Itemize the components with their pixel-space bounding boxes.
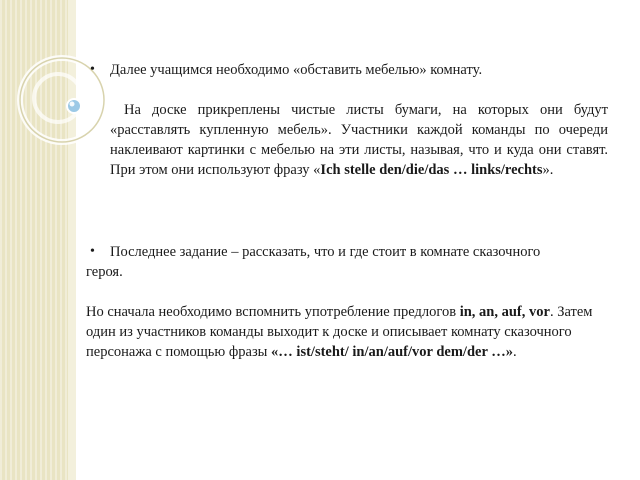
paragraph-text: На доске прикреплены чистые листы бумаги, на которых они будут «расставлять купленную мебель». Участники каждой команды по очереди наклеивают картинки с мебелью на эти листы, называя, что и куда они ставят. При этом они используют фразу « bbox=[110, 102, 608, 178]
bullet-icon: • bbox=[90, 62, 95, 77]
prepositions-list: in, an, auf, vor bbox=[459, 304, 550, 320]
paragraph-prepositions bbox=[86, 302, 608, 362]
bullet-icon: • bbox=[90, 244, 95, 259]
german-phrase: Ich stelle den/die/das … links/rechts bbox=[320, 162, 543, 178]
bullet-item-1 bbox=[88, 60, 608, 80]
bullet-text: Последнее задание – рассказать, что и где стоит в комнате сказочного bbox=[110, 244, 541, 260]
bullet-text: Далее учащимся необходимо «обставить мебелью» комнату. bbox=[110, 62, 483, 78]
bubble-highlight bbox=[70, 102, 75, 107]
slide-content bbox=[88, 60, 608, 362]
german-phrase: «… ist/steht/ in/an/auf/vor dem/der …» bbox=[271, 344, 513, 360]
paragraph-text: Но сначала необходимо вспомнить употребление предлогов bbox=[86, 304, 460, 320]
paragraph-end: . bbox=[513, 344, 517, 360]
bullet-item-2 bbox=[88, 242, 608, 262]
bubble-icon bbox=[67, 99, 81, 113]
bullet-text-continued: героя. bbox=[86, 264, 123, 280]
paragraph-furniture bbox=[88, 100, 608, 180]
paragraph-text: . Затем один из участников команды выходит к доске и описывает комнату сказочного персонажа с помощью фразы bbox=[86, 304, 593, 360]
paragraph-end: ». bbox=[542, 162, 554, 178]
ring-small bbox=[34, 74, 82, 122]
